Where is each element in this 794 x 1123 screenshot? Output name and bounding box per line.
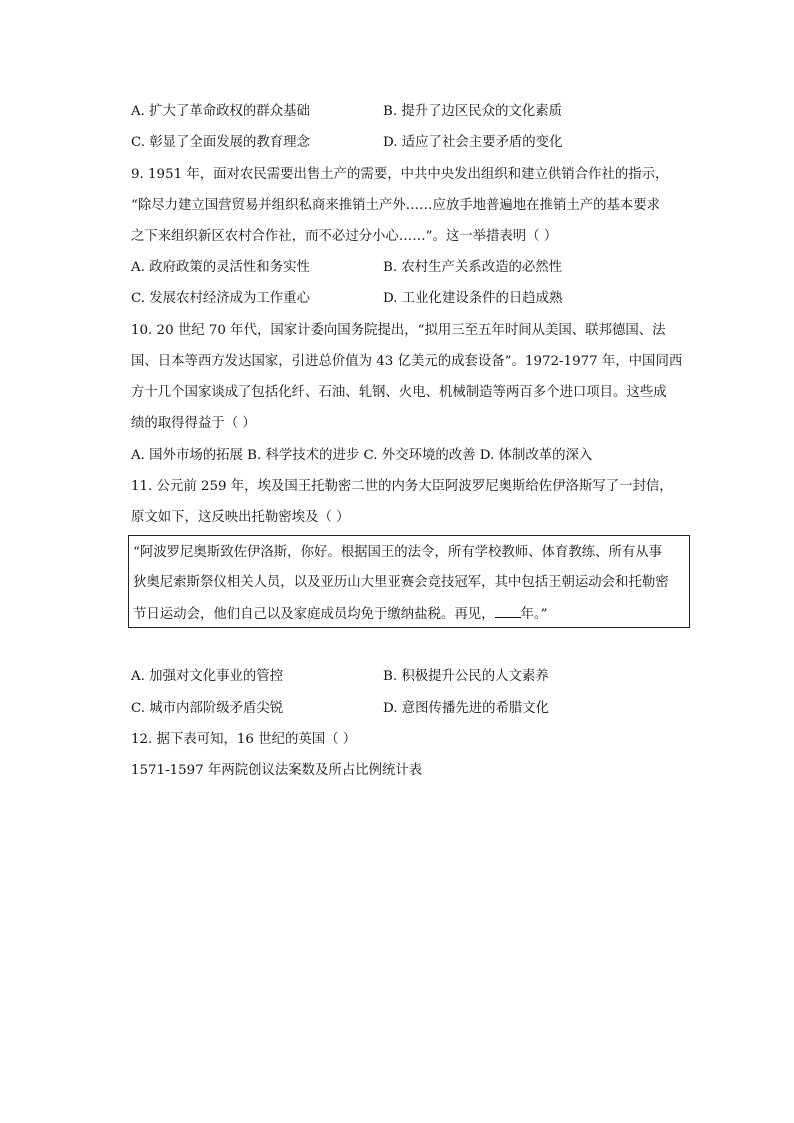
q11-stem-line-1: 11. 公元前 259 年，埃及国王托勒密二世的内务大臣阿波罗尼奥斯给佐伊洛斯写了一封信， — [131, 479, 673, 494]
q8-option-d: D. 适应了社会主要矛盾的变化 — [383, 135, 563, 150]
fill-blank — [495, 606, 521, 618]
q9-stem-line-1: 9. 1951 年，面对农民需要出售土产的需要，中共中央发出组织和建立供销合作社的指示， — [131, 167, 669, 182]
q11-quote-line-3 — [133, 606, 547, 621]
q11-option-d: D. 意图传播先进的希腊文化 — [383, 701, 550, 716]
q9-stem-line-3: 之下来组织新区农村合作社，而不必过分小心……”。这一举措表明（ ） — [131, 229, 558, 244]
q12-table-title: 1571-1597 年两院创议法案数及所占比例统计表 — [131, 763, 423, 778]
q8-option-c: C. 彰显了全面发展的教育理念 — [131, 135, 310, 150]
q8-option-b: B. 提升了边区民众的文化素质 — [383, 104, 563, 119]
q9-stem-line-2: “除尽力建立国营贸易并组织私商来推销土产外……应放手地普遍地在推销土产的基本要求 — [131, 198, 661, 213]
q11-quote-line-1: “阿波罗尼奥斯致佐伊洛斯，你好。根据国王的法令，所有学校教师、体育教练、所有从事 — [133, 545, 663, 560]
q11-option-a: A. 加强对文化事业的管控 — [131, 669, 284, 684]
q11-quote-line-3-end: 年。” — [520, 607, 548, 622]
q11-option-b: B. 积极提升公民的人文素养 — [383, 669, 549, 684]
q11-quote-line-2: 狄奥尼索斯祭仪相关人员，以及亚历山大里亚赛会竞技冠军，其中包括王朝运动会和托勒密 — [133, 575, 669, 590]
q9-option-d: D. 工业化建设条件的日趋成熟 — [383, 291, 563, 306]
q11-quote-line-3-text: 节日运动会，他们自己以及家庭成员均免于缴纳盐税。再见， — [133, 607, 495, 622]
q11-stem-line-2: 原文如下，这反映出托勒密埃及（ ） — [131, 510, 350, 525]
q11-quote-box — [128, 535, 690, 628]
q9-option-a: A. 政府政策的灵活性和务实性 — [131, 260, 310, 275]
q9-option-b: B. 农村生产关系改造的必然性 — [383, 260, 563, 275]
q12-stem: 12. 据下表可知，16 世纪的英国（ ） — [131, 732, 357, 747]
q10-stem-line-3: 方十几个国家谈成了包括化纤、石油、轧钢、火电、机械制造等两百多个进口项目。这些成 — [131, 385, 667, 400]
q10-stem-line-2: 国、日本等西方发达国家，引进总价值为 43 亿美元的成套设备”。1972-1977 年，中国同西 — [131, 354, 683, 369]
q11-option-c: C. 城市内部阶级矛盾尖锐 — [131, 701, 284, 716]
q10-options: A. 国外市场的拓展 B. 科学技术的进步 C. 外交环境的改善 D. 体制改革的深入 — [131, 448, 593, 463]
q8-option-a: A. 扩大了革命政权的群众基础 — [131, 104, 310, 119]
q10-stem-line-4: 绩的取得得益于（ ） — [131, 416, 256, 431]
q9-option-c: C. 发展农村经济成为工作重心 — [131, 291, 310, 306]
q10-stem-line-1: 10. 20 世纪 70 年代，国家计委向国务院提出，“拟用三至五年时间从美国、联邦德国、法 — [131, 323, 666, 338]
